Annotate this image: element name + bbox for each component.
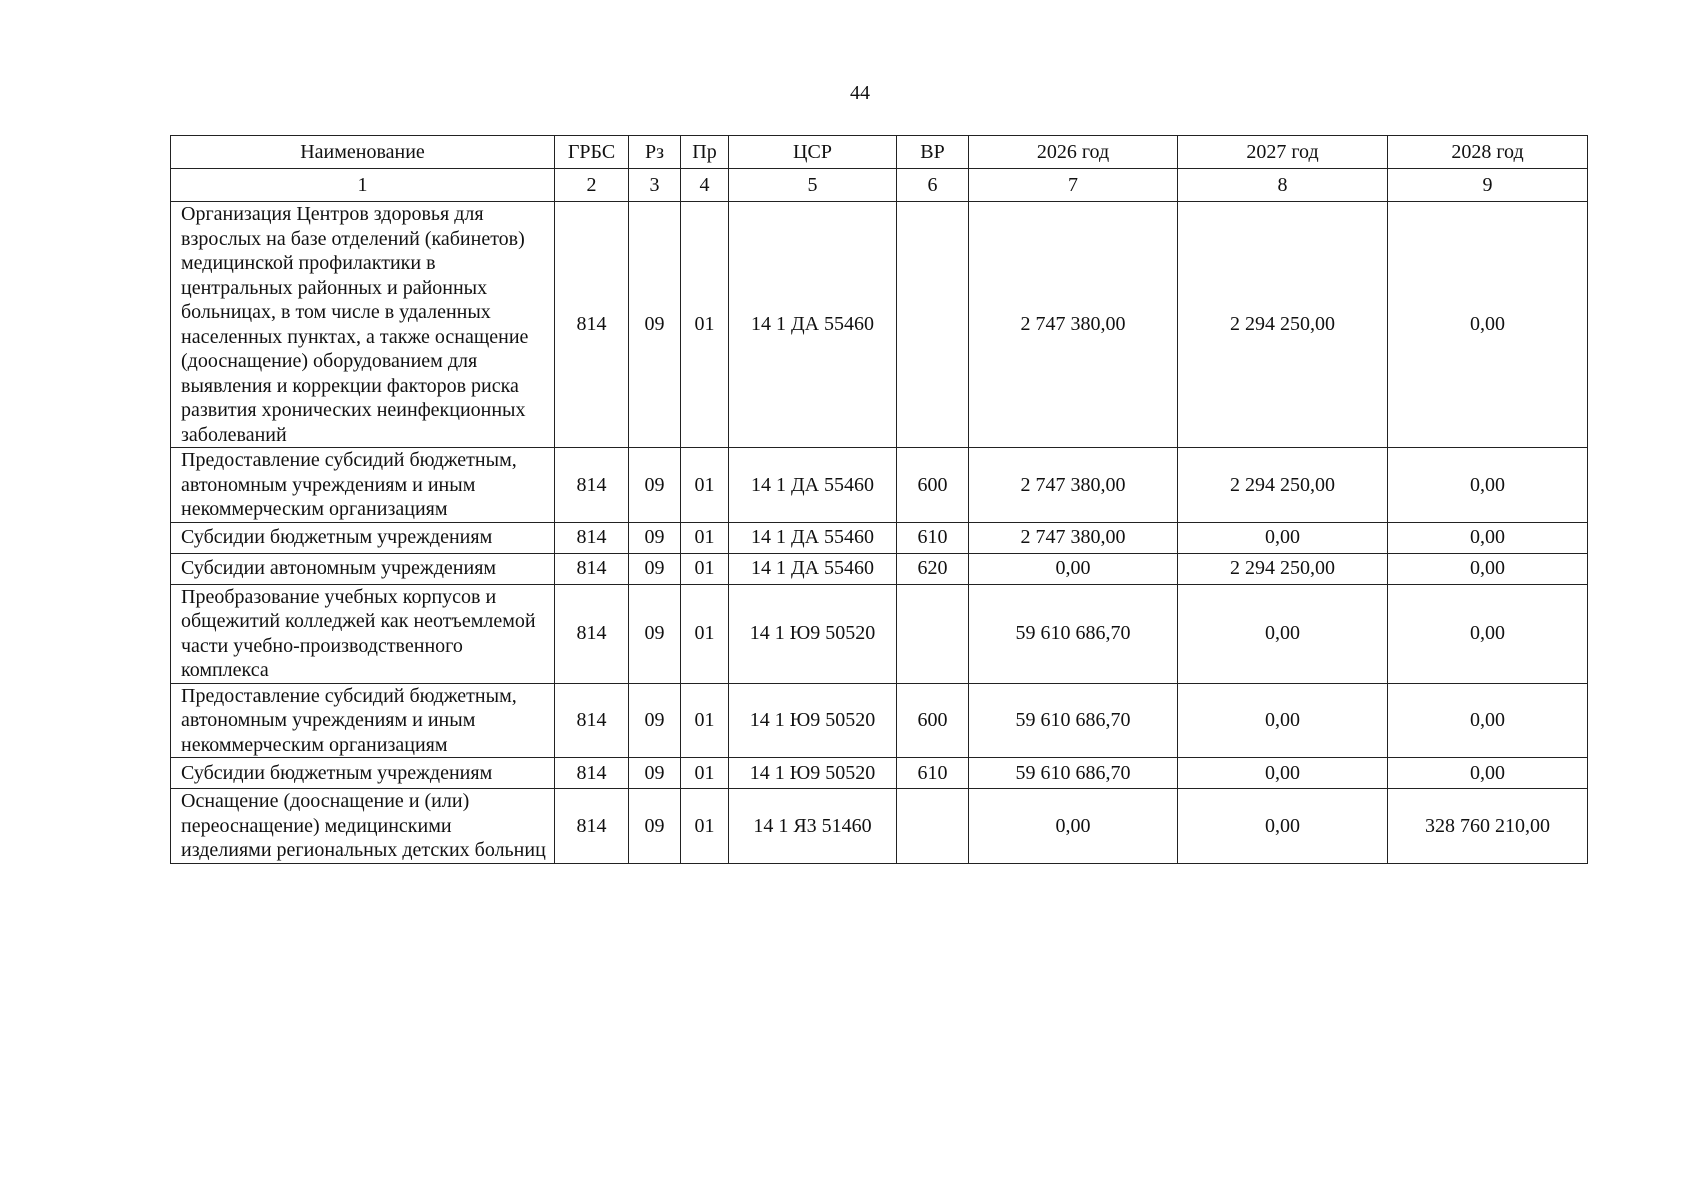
column-number: 2 — [555, 169, 629, 202]
pr-cell: 01 — [681, 584, 729, 683]
amount-2028: 328 760 210,00 — [1388, 789, 1588, 864]
pr-cell: 01 — [681, 789, 729, 864]
column-number: 8 — [1178, 169, 1388, 202]
vr-cell — [897, 202, 969, 448]
amount-2028: 0,00 — [1388, 584, 1588, 683]
amount-2026: 2 747 380,00 — [969, 522, 1178, 553]
row-name: Организация Центров здоровья для взрослых на базе отделений (кабинетов) медицинской профилактики в центральных районных и районных больницах, в том числе в удаленных населенных пунктах, а также оснащение (дооснащение) оборудованием для выявления и коррекции факторов риска развития хронических неинфекционных заболеваний — [171, 202, 555, 448]
csr-cell: 14 1 ДА 55460 — [729, 553, 897, 584]
table-row — [171, 448, 1588, 523]
amount-2028: 0,00 — [1388, 683, 1588, 758]
column-number: 1 — [171, 169, 555, 202]
amount-2026: 59 610 686,70 — [969, 683, 1178, 758]
table-row — [171, 758, 1588, 789]
row-name: Оснащение (дооснащение и (или) переоснащение) медицинскими изделиями региональных детских больниц — [171, 789, 555, 864]
table-row — [171, 584, 1588, 683]
column-number-row — [171, 169, 1588, 202]
pr-cell: 01 — [681, 202, 729, 448]
row-name: Субсидии бюджетным учреждениям — [171, 522, 555, 553]
header-cell: Наименование — [171, 136, 555, 169]
rz-cell: 09 — [629, 584, 681, 683]
row-name: Субсидии автономным учреждениям — [171, 553, 555, 584]
vr-cell: 600 — [897, 448, 969, 523]
amount-2027: 0,00 — [1178, 683, 1388, 758]
row-name: Предоставление субсидий бюджетным, автономным учреждениям и иным некоммерческим организациям — [171, 683, 555, 758]
header-cell: 2027 год — [1178, 136, 1388, 169]
table-row — [171, 683, 1588, 758]
header-cell: 2026 год — [969, 136, 1178, 169]
rz-cell: 09 — [629, 683, 681, 758]
pr-cell: 01 — [681, 522, 729, 553]
rz-cell: 09 — [629, 789, 681, 864]
grbs-cell: 814 — [555, 584, 629, 683]
rz-cell: 09 — [629, 448, 681, 523]
budget-table — [170, 135, 1588, 864]
grbs-cell: 814 — [555, 789, 629, 864]
grbs-cell: 814 — [555, 683, 629, 758]
header-cell: Пр — [681, 136, 729, 169]
vr-cell: 610 — [897, 758, 969, 789]
amount-2028: 0,00 — [1388, 448, 1588, 523]
pr-cell: 01 — [681, 448, 729, 523]
page-number: 44 — [850, 82, 870, 104]
grbs-cell: 814 — [555, 758, 629, 789]
amount-2026: 0,00 — [969, 789, 1178, 864]
csr-cell: 14 1 ДА 55460 — [729, 202, 897, 448]
csr-cell: 14 1 Ю9 50520 — [729, 758, 897, 789]
amount-2026: 2 747 380,00 — [969, 202, 1178, 448]
row-name: Предоставление субсидий бюджетным, автономным учреждениям и иным некоммерческим организациям — [171, 448, 555, 523]
amount-2028: 0,00 — [1388, 202, 1588, 448]
amount-2026: 59 610 686,70 — [969, 758, 1178, 789]
row-name: Субсидии бюджетным учреждениям — [171, 758, 555, 789]
table-row — [171, 789, 1588, 864]
amount-2028: 0,00 — [1388, 522, 1588, 553]
amount-2026: 0,00 — [969, 553, 1178, 584]
rz-cell: 09 — [629, 522, 681, 553]
amount-2026: 59 610 686,70 — [969, 584, 1178, 683]
row-name: Преобразование учебных корпусов и общежитий колледжей как неотъемлемой части учебно-производственного комплекса — [171, 584, 555, 683]
amount-2028: 0,00 — [1388, 553, 1588, 584]
header-row — [171, 136, 1588, 169]
pr-cell: 01 — [681, 758, 729, 789]
vr-cell: 610 — [897, 522, 969, 553]
pr-cell: 01 — [681, 683, 729, 758]
grbs-cell: 814 — [555, 202, 629, 448]
grbs-cell: 814 — [555, 522, 629, 553]
grbs-cell: 814 — [555, 448, 629, 523]
amount-2027: 2 294 250,00 — [1178, 202, 1388, 448]
pr-cell: 01 — [681, 553, 729, 584]
header-cell: ЦСР — [729, 136, 897, 169]
rz-cell: 09 — [629, 202, 681, 448]
table-row — [171, 553, 1588, 584]
header-cell: 2028 год — [1388, 136, 1588, 169]
vr-cell: 620 — [897, 553, 969, 584]
column-number: 4 — [681, 169, 729, 202]
vr-cell — [897, 789, 969, 864]
column-number: 7 — [969, 169, 1178, 202]
csr-cell: 14 1 Ю9 50520 — [729, 584, 897, 683]
column-number: 6 — [897, 169, 969, 202]
column-number: 3 — [629, 169, 681, 202]
amount-2028: 0,00 — [1388, 758, 1588, 789]
csr-cell: 14 1 Я3 51460 — [729, 789, 897, 864]
header-cell: Рз — [629, 136, 681, 169]
amount-2027: 2 294 250,00 — [1178, 553, 1388, 584]
csr-cell: 14 1 ДА 55460 — [729, 448, 897, 523]
amount-2027: 0,00 — [1178, 522, 1388, 553]
amount-2027: 0,00 — [1178, 584, 1388, 683]
column-number: 9 — [1388, 169, 1588, 202]
header-cell: ВР — [897, 136, 969, 169]
amount-2026: 2 747 380,00 — [969, 448, 1178, 523]
amount-2027: 0,00 — [1178, 758, 1388, 789]
table-row — [171, 202, 1588, 448]
csr-cell: 14 1 ДА 55460 — [729, 522, 897, 553]
amount-2027: 2 294 250,00 — [1178, 448, 1388, 523]
column-number: 5 — [729, 169, 897, 202]
rz-cell: 09 — [629, 553, 681, 584]
grbs-cell: 814 — [555, 553, 629, 584]
vr-cell — [897, 584, 969, 683]
table-row — [171, 522, 1588, 553]
rz-cell: 09 — [629, 758, 681, 789]
header-cell: ГРБС — [555, 136, 629, 169]
csr-cell: 14 1 Ю9 50520 — [729, 683, 897, 758]
vr-cell: 600 — [897, 683, 969, 758]
amount-2027: 0,00 — [1178, 789, 1388, 864]
